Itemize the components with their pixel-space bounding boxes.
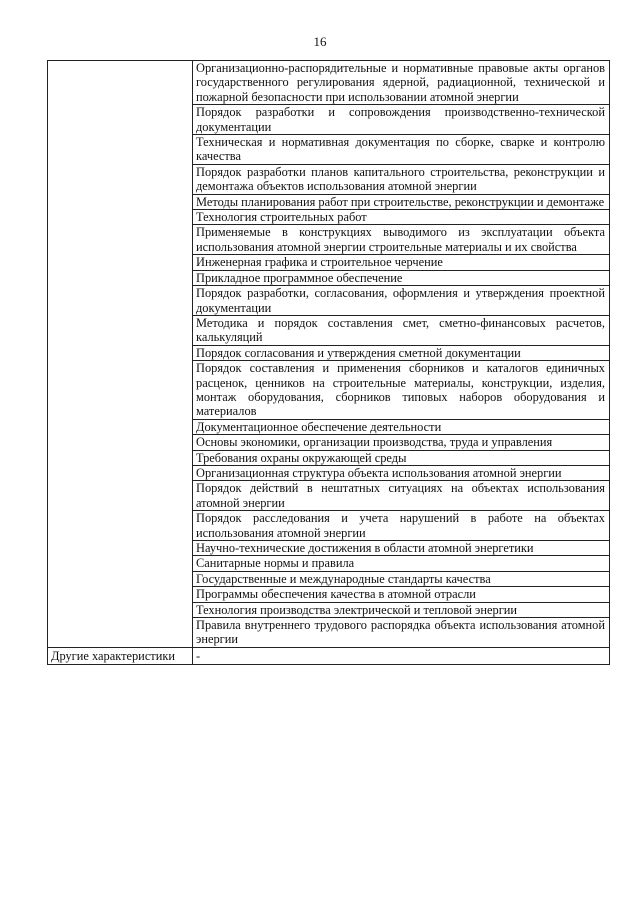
knowledge-item: Методика и порядок составления смет, сметно-финансовых расчетов, калькуляций [193, 315, 610, 345]
knowledge-item: Методы планирования работ при строительстве, реконструкции и демонтаже [193, 194, 610, 209]
knowledge-item: Порядок согласования и утверждения сметной документации [193, 345, 610, 360]
knowledge-item: Применяемые в конструкциях выводимого из эксплуатации объекта использования атомной энергии строительные материалы и их свойства [193, 225, 610, 255]
knowledge-item: Порядок разработки и сопровождения производственно-технической документации [193, 105, 610, 135]
knowledge-item: Научно-технические достижения в области атомной энергетики [193, 541, 610, 556]
knowledge-item: Порядок составления и применения сборников и каталогов единичных расценок, ценников на строительные материалы, конструкции, изделия, монтаж оборудования, сборников типовых наборов оборудования и материалов [193, 361, 610, 420]
other-characteristics-label: Другие характеристики [48, 647, 193, 664]
knowledge-item: Порядок разработки, согласования, оформления и утверждения проектной документации [193, 286, 610, 316]
knowledge-item: Программы обеспечения качества в атомной отрасли [193, 587, 610, 602]
knowledge-item: Технология строительных работ [193, 210, 610, 225]
other-characteristics-value: - [193, 647, 610, 664]
knowledge-item: Документационное обеспечение деятельности [193, 419, 610, 434]
knowledge-table-body [48, 61, 610, 665]
other-characteristics-row [48, 647, 610, 664]
knowledge-item: Государственные и международные стандарты качества [193, 571, 610, 586]
knowledge-item: Правила внутреннего трудового распорядка объекта использования атомной энергии [193, 618, 610, 648]
knowledge-item: Основы экономики, организации производства, труда и управления [193, 435, 610, 450]
table-row [48, 61, 610, 105]
knowledge-item: Техническая и нормативная документация по сборке, сварке и контролю качества [193, 135, 610, 165]
knowledge-item: Прикладное программное обеспечение [193, 270, 610, 285]
knowledge-item: Технология производства электрической и тепловой энергии [193, 602, 610, 617]
knowledge-label-cell [48, 61, 193, 648]
knowledge-item: Инженерная графика и строительное черчение [193, 255, 610, 270]
knowledge-item: Организационная структура объекта использования атомной энергии [193, 465, 610, 480]
knowledge-item: Требования охраны окружающей среды [193, 450, 610, 465]
knowledge-item: Организационно-распорядительные и нормативные правовые акты органов государственного регулирования ядерной, радиационной, технической и пожарной безопасности при использовании атомной энергии [193, 61, 610, 105]
knowledge-item: Порядок разработки планов капитального строительства, реконструкции и демонтажа объектов использования атомной энергии [193, 164, 610, 194]
knowledge-item: Порядок расследования и учета нарушений в работе на объектах использования атомной энергии [193, 511, 610, 541]
page-number: 16 [313, 34, 327, 49]
knowledge-item: Порядок действий в нештатных ситуациях на объектах использования атомной энергии [193, 481, 610, 511]
knowledge-table [47, 60, 610, 665]
knowledge-item: Санитарные нормы и правила [193, 556, 610, 571]
